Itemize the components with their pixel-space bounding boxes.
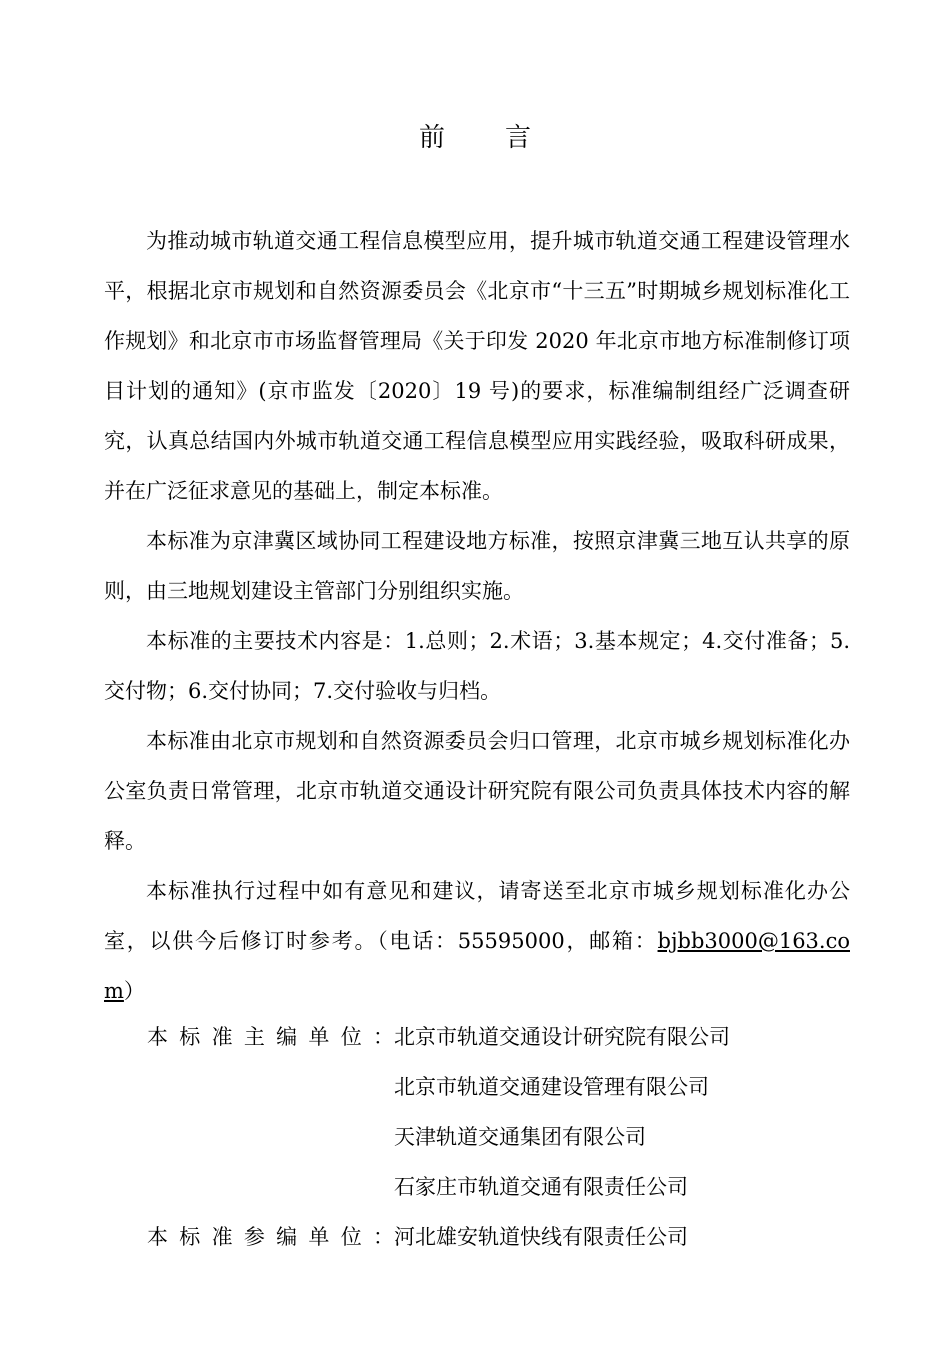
label-char: 本 — [147, 1225, 168, 1249]
chief-unit-row — [147, 1062, 847, 1112]
label-char: 编 — [276, 1025, 298, 1049]
chief-unit-row — [147, 1112, 847, 1162]
participating-unit-row — [147, 1212, 847, 1262]
chief-unit-row — [147, 1162, 847, 1212]
label-char: 准 — [211, 1225, 233, 1249]
paragraph-technical-contents: 本标准的主要技术内容是：1.总则；2.术语；3.基本规定；4.交付准备；5.交付物；6.交付协同；7.交付验收与归档。 — [104, 629, 850, 703]
chief-unit-name: 天津轨道交通集团有限公司 — [394, 1125, 646, 1149]
label-char: 单 — [308, 1025, 330, 1049]
paragraph-regional-standard: 本标准为京津冀区域协同工程建设地方标准，按照京津冀三地互认共享的原则，由三地规划建设主管部门分别组织实施。 — [104, 529, 850, 603]
contact-text-end: ） — [123, 979, 145, 1003]
participating-units-label — [147, 1212, 394, 1262]
participating-unit-name: 河北雄安轨道快线有限责任公司 — [394, 1225, 688, 1249]
contact-text: 本标准执行过程中如有意见和建议，请寄送至北京市城乡规划标准化办公室，以供今后修订时参考。（电话：55595000，邮箱： — [104, 879, 850, 953]
email-link[interactable]: bjbb3000@163.com — [104, 929, 850, 1003]
page-title-char: 言 — [505, 123, 532, 153]
label-char: 位 — [340, 1225, 362, 1249]
label-char: 编 — [276, 1225, 298, 1249]
chief-unit-name: 北京市轨道交通设计研究院有限公司 — [394, 1025, 730, 1049]
label-char: 准 — [211, 1025, 233, 1049]
label-char: 主 — [243, 1025, 265, 1049]
label-char: 位 — [340, 1025, 362, 1049]
page-title-char: 前 — [418, 123, 445, 153]
chief-unit-row — [147, 1012, 847, 1062]
paragraph-administration: 本标准由北京市规划和自然资源委员会归口管理，北京市城乡规划标准化办公室负责日常管理，北京市轨道交通设计研究院有限公司负责具体技术内容的解释。 — [104, 729, 850, 853]
preface-body — [104, 216, 850, 1016]
label-char: 标 — [179, 1025, 201, 1049]
chief-units-label — [147, 1012, 394, 1062]
label-char: 单 — [308, 1225, 330, 1249]
label-char: 参 — [243, 1225, 265, 1249]
label-char: ： — [372, 1025, 394, 1049]
paragraph-contact — [104, 866, 850, 1016]
editing-units — [147, 1012, 847, 1262]
label-char: ： — [372, 1225, 394, 1249]
paragraph-purpose: 为推动城市轨道交通工程信息模型应用，提升城市轨道交通工程建设管理水平，根据北京市规划和自然资源委员会《北京市“十三五”时期城乡规划标准化工作规划》和北京市市场监督管理局《关于印发 2020 年北京市地方标准制修订项目计划的通知》(京市监发〔2020〕19 号)的要求，标准编制组经广泛调查研究，认真总结国内外城市轨道交通工程信息模型应用实践经验，吸取科研成果，并在广泛征求意见的基础上，制定本标准。 — [104, 229, 850, 503]
label-char: 标 — [179, 1225, 201, 1249]
chief-unit-name: 北京市轨道交通建设管理有限公司 — [394, 1075, 709, 1099]
chief-unit-name: 石家庄市轨道交通有限责任公司 — [394, 1175, 688, 1199]
page-title — [0, 118, 950, 158]
label-char: 本 — [147, 1025, 168, 1049]
